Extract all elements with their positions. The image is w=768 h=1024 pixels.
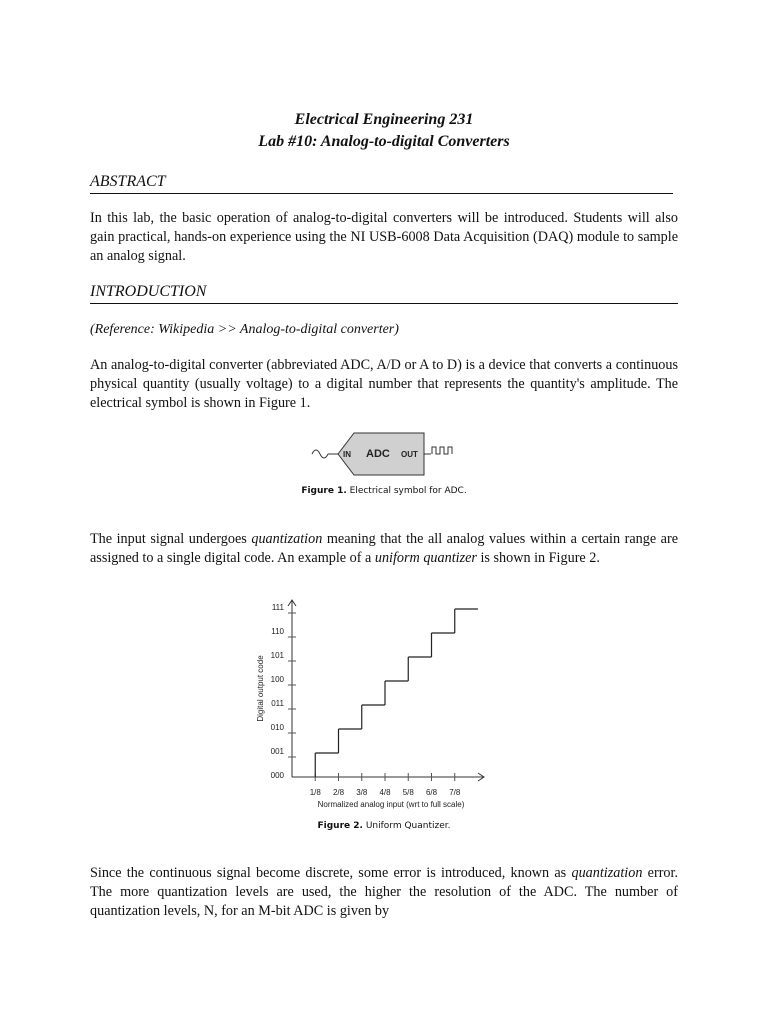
y-tick-label: 000	[270, 771, 284, 780]
adc-label: ADC	[366, 448, 390, 460]
para2-text-3: is shown in Figure 2.	[476, 550, 600, 566]
para3-em-quantization: quantization	[571, 865, 643, 881]
para3-text-1: Since the continuous signal become discrete, some error is introduced, known as	[90, 865, 572, 881]
x-tick-label: 2/8	[332, 788, 345, 797]
y-tick-label: 001	[270, 747, 284, 756]
para2-em-quantization: quantization	[251, 531, 323, 547]
para3-text-2: error. The more quantization levels are used, the higher the resolution of the ADC. The number of quantization levels, N, for an M-bit ADC is given by	[90, 865, 679, 919]
figure2-caption	[0, 821, 768, 831]
figure2-caption-text: Uniform Quantizer.	[362, 821, 451, 831]
reference-note: (Reference: Wikipedia >> Analog-to-digital converter)	[90, 322, 399, 337]
x-tick-label: 7/8	[449, 788, 461, 797]
x-tick-label: 3/8	[356, 788, 368, 797]
figure1-caption-text: Electrical symbol for ADC.	[346, 486, 467, 496]
x-tick-label: 6/8	[425, 788, 438, 797]
adc-in-label: IN	[343, 450, 351, 459]
intro-paragraph-1: An analog-to-digital converter (abbreviated ADC, A/D or A to D) is a device that converts a continuous physical quantity (usually voltage) to a digital number that represents the quantity's amplitude. The electrical symbol is shown in Figure 1.	[90, 357, 678, 411]
chart-y-axis-label: Digital output code	[256, 655, 265, 722]
y-tick-label: 111	[271, 603, 284, 612]
para2-em-uniform-quantizer: uniform quantizer	[374, 550, 477, 566]
y-tick-label: 110	[271, 627, 284, 636]
adc-out-label: OUT	[401, 450, 418, 459]
figure1-caption-number: Figure 1.	[301, 486, 347, 496]
figure2-caption-number: Figure 2.	[317, 821, 363, 831]
doc-title-course: Electrical Engineering 231	[294, 111, 474, 128]
abstract-paragraph: In this lab, the basic operation of analog-to-digital converters will be introduced. Students will also gain practical, hands-on experience using the NI USB-6008 Data Acquisition (DAQ) module to sample an analog signal.	[90, 210, 678, 264]
x-tick-label: 1/8	[309, 788, 321, 797]
doc-title-lab: Lab #10: Analog-to-digital Converters	[258, 133, 510, 150]
chart-step-series	[315, 609, 478, 777]
para2-text-1: The input signal undergoes	[90, 531, 252, 547]
y-tick-label: 100	[270, 675, 284, 684]
y-tick-label: 011	[271, 699, 284, 708]
x-tick-label: 5/8	[402, 788, 414, 797]
para2-text-2: meaning that the all analog values within a certain range are assigned to a single digital code. An example of a	[90, 531, 678, 566]
abstract-heading: ABSTRACT	[90, 172, 673, 194]
intro-paragraph-3	[90, 864, 678, 921]
introduction-heading: INTRODUCTION	[90, 282, 678, 304]
chart-x-axis-label: Normalized analog input (wrt to full scale)	[317, 800, 465, 809]
y-tick-label: 101	[270, 651, 284, 660]
y-tick-label: 010	[270, 723, 284, 732]
x-tick-label: 4/8	[379, 788, 391, 797]
